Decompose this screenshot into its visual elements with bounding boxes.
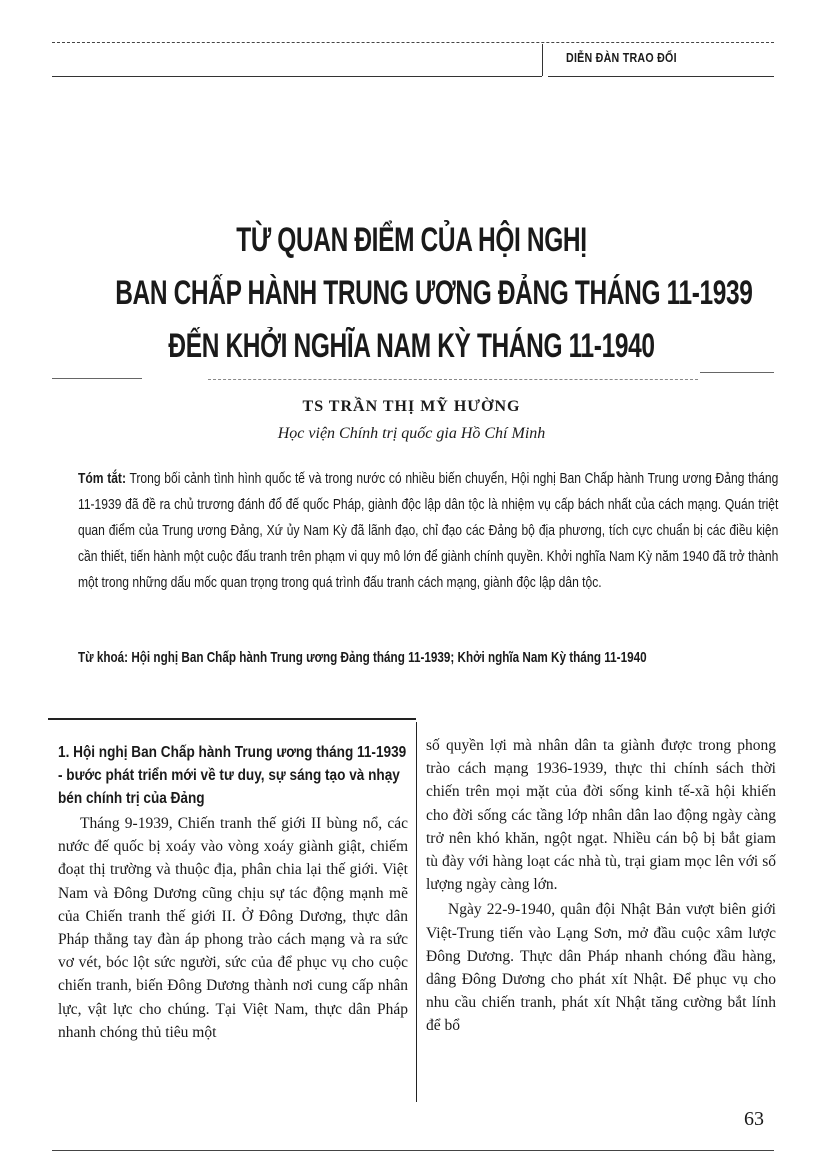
abstract-label: Tóm tắt: <box>78 470 126 487</box>
author-affiliation: Học viện Chính trị quốc gia Hồ Chí Minh <box>277 425 546 442</box>
body-paragraph-2: số quyền lợi mà nhân dân ta giành được trong phong trào cách mạng 1936-1939, thực thi chính sách thời chiến trên mọi mặt của đời sống kinh tế-xã hội khiến cho đời sống các tầng lớp nhân dân lao động ngày càng trở nên khó khăn, ngột ngạt. Nhiều cán bộ bị bắt giam tù đày với hàng loạt các nhà tù, trại giam mọc lên với số lượng ngày càng lớn. <box>426 737 776 894</box>
header-divider <box>542 44 543 76</box>
right-column <box>426 734 776 1038</box>
section-heading <box>58 741 408 810</box>
header-rule-right <box>548 76 774 77</box>
title-rule-left <box>52 378 142 379</box>
keywords <box>78 647 778 669</box>
title-line-1: TỪ QUAN ĐIỂM CỦA HỘI NGHỊ <box>236 221 587 259</box>
body-paragraph-3: Ngày 22-9-1940, quân đội Nhật Bản vượt biên giới Việt-Trung tiến vào Lạng Sơn, mở đầu cuộc xâm lược Đông Dương. Thực dân Pháp nhanh chóng đầu hàng, dâng Đông Dương cho phát xít Nhật. Để phục vụ cho nhu cầu chiến tranh, phát xít Nhật tăng cường bắt lính để bổ <box>426 901 776 1035</box>
footer-rule <box>52 1150 774 1151</box>
title-rule-right <box>700 372 774 373</box>
header-rule-left <box>52 76 542 77</box>
page-number: 63 <box>744 1108 764 1130</box>
article-title <box>0 214 823 373</box>
header-rule-top <box>52 42 774 43</box>
left-column <box>58 741 408 1044</box>
author-name: TS TRẦN THỊ MỸ HƯỜNG <box>302 398 521 415</box>
column-divider <box>416 722 417 1102</box>
body-paragraph-1: Tháng 9-1939, Chiến tranh thế giới II bùng nổ, các nước đế quốc bị xoáy vào vòng xoáy giành giật, chiếm đoạt thị trường và thuộc địa, phân chia lại thế giới. Việt Nam và Đông Dương cũng chịu sự tác động mạnh mẽ của Chiến tranh thế giới II. Ở Đông Dương, thực dân Pháp thẳng tay đàn áp phong trào cách mạng và ra sức vơ vét, bóc lột sức người, sức của để phục vụ cho cuộc chiến tranh, biến Đông Dương thành nơi cung cấp nhân lực, vật lực cho chúng. Tại Việt Nam, thực dân Pháp nhanh chóng thủ tiêu một <box>58 815 408 1041</box>
title-line-3: ĐẾN KHỞI NGHĨA NAM KỲ THÁNG 11-1940 <box>168 327 655 365</box>
column-top-rule <box>48 718 416 720</box>
section-label: DIỄN ĐÀN TRAO ĐỔI <box>566 50 677 65</box>
abstract-body <box>78 466 778 596</box>
title-rule-mid <box>208 379 698 380</box>
abstract <box>78 466 778 596</box>
title-line-2: BAN CHẤP HÀNH TRUNG ƯƠNG ĐẢNG THÁNG 11-1939 <box>115 274 753 312</box>
section-heading-text: 1. Hội nghị Ban Chấp hành Trung ương tháng 11-1939 - bước phát triển mới về tư duy, sự sáng tạo và nhạy bén chính trị của Đảng <box>58 744 407 807</box>
abstract-text: Trong bối cảnh tình hình quốc tế và trong nước có nhiều biến chuyển, Hội nghị Ban Chấp hành Trung ương Đảng tháng 11-1939 đã đề ra chủ trương đánh đổ đế quốc Pháp, giành độc lập dân tộc là nhiệm vụ cấp bách nhất của cách mạng. Quán triệt quan điểm của Trung ương Đảng, Xứ ủy Nam Kỳ đã lãnh đạo, chỉ đạo các Đảng bộ địa phương, tích cực chuẩn bị các điều kiện cần thiết, tiến hành một cuộc đấu tranh trên phạm vi quy mô lớn để giành chính quyền. Khởi nghĩa Nam Kỳ năm 1940 đã trở thành một trong những dấu mốc quan trọng trong quá trình đấu tranh cách mạng, giành độc lập dân tộc. <box>78 470 779 591</box>
keywords-text: Từ khoá: Hội nghị Ban Chấp hành Trung ương Đảng tháng 11-1939; Khởi nghĩa Nam Kỳ tháng 11-1940 <box>78 649 647 666</box>
